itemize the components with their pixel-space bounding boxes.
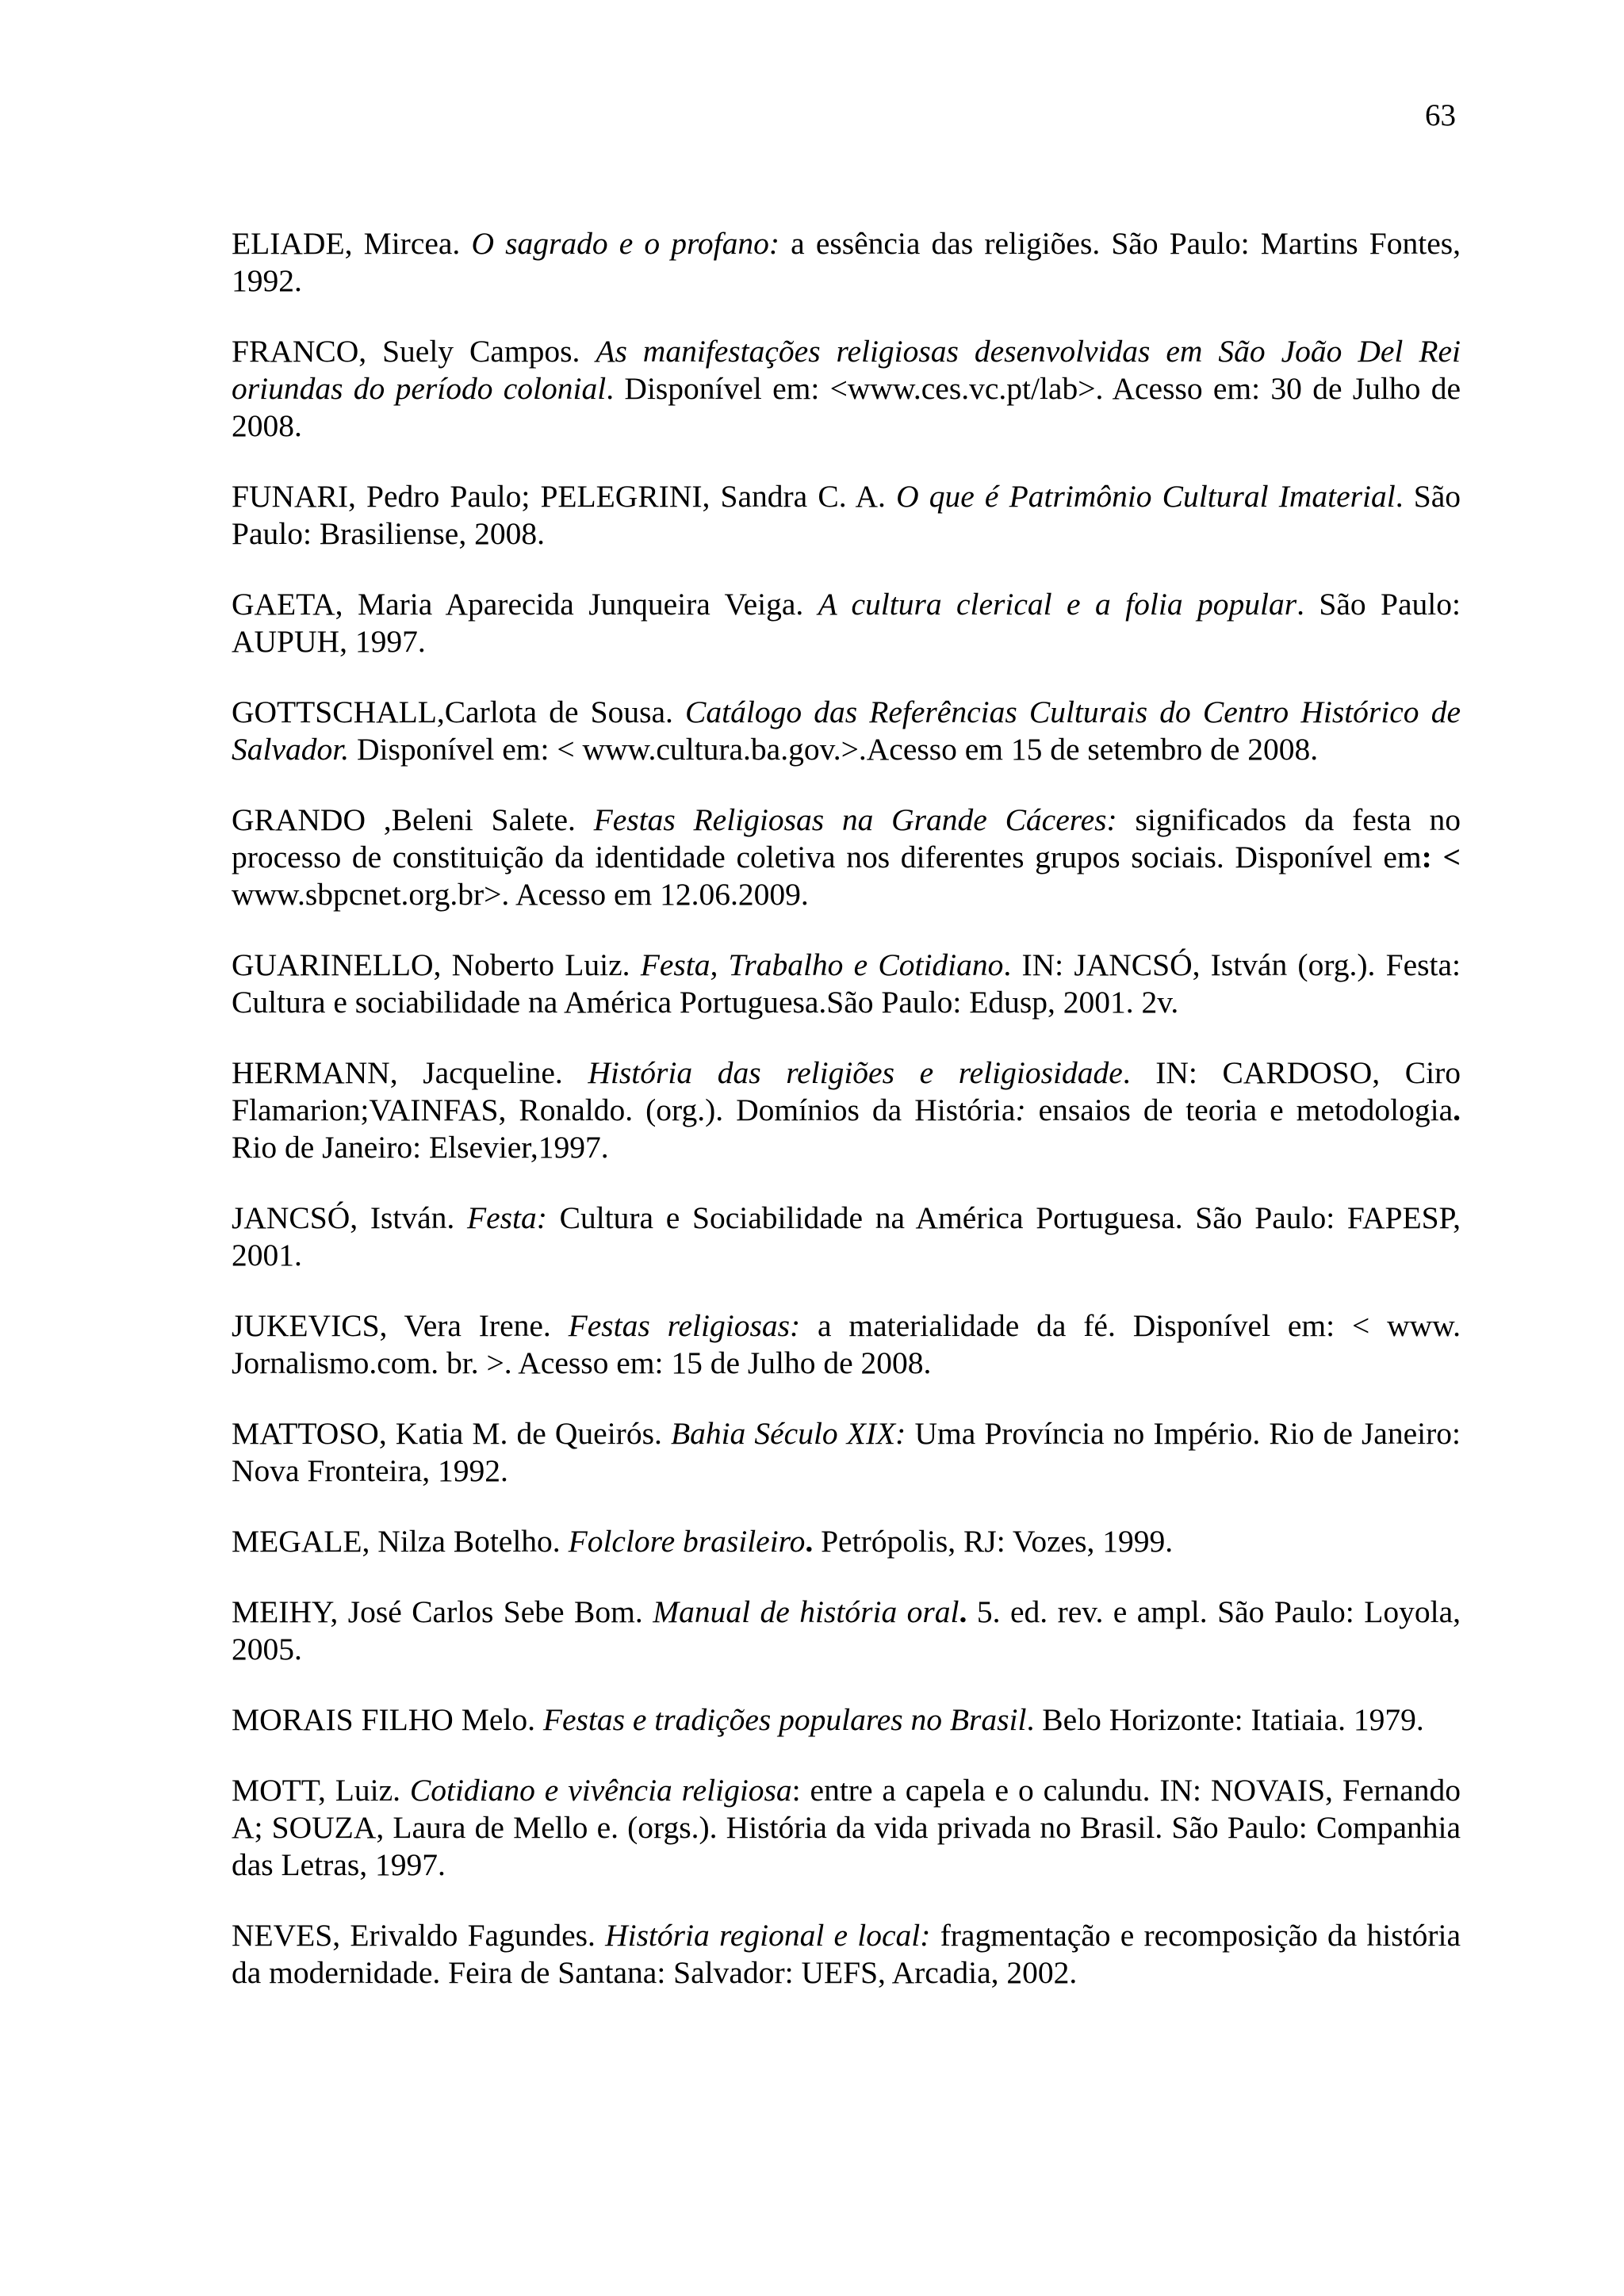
reference-entry bbox=[232, 1917, 1461, 1992]
reference-text: GAETA, Maria Aparecida Junqueira Veiga. bbox=[232, 587, 818, 622]
reference-title-italic: Festa: bbox=[466, 1200, 547, 1235]
reference-text: JANCSÓ, István. bbox=[232, 1200, 467, 1235]
reference-text: . bbox=[805, 1524, 814, 1559]
reference-text bbox=[1432, 840, 1443, 874]
reference-text: . São Paulo: Brasiliense, 2008. bbox=[232, 479, 1461, 551]
reference-entry bbox=[232, 694, 1461, 768]
reference-text: . bbox=[959, 1594, 967, 1629]
reference-title-italic: A cultura clerical e a folia popular bbox=[818, 587, 1297, 622]
reference-text: MATTOSO, Katia M. de Queirós. bbox=[232, 1416, 671, 1451]
reference-text: 5. ed. rev. e ampl. São Paulo: Loyola, 2005. bbox=[232, 1594, 1461, 1667]
reference-list bbox=[232, 225, 1461, 2025]
reference-text: . São Paulo: AUPUH, 1997. bbox=[232, 587, 1461, 659]
reference-text: Rio de Janeiro: Elsevier,1997. bbox=[232, 1130, 609, 1165]
reference-text: Petrópolis, RJ: Vozes, 1999. bbox=[813, 1524, 1174, 1559]
reference-title-italic: Cotidiano e vivência religiosa bbox=[409, 1773, 792, 1808]
reference-entry bbox=[232, 333, 1461, 445]
reference-text: MOTT, Luiz. bbox=[232, 1773, 410, 1808]
reference-text: HERMANN, Jacqueline. bbox=[232, 1055, 588, 1090]
reference-entry bbox=[232, 1054, 1461, 1166]
reference-entry bbox=[232, 1415, 1461, 1490]
reference-entry bbox=[232, 1307, 1461, 1382]
reference-text: GRANDO ,Beleni Salete. bbox=[232, 802, 594, 837]
reference-text: . Disponível em: <www.ces.vc.pt/lab>. Acesso em: 30 de Julho de 2008. bbox=[232, 371, 1461, 443]
reference-text: MEGALE, Nilza Botelho. bbox=[232, 1524, 569, 1559]
reference-text: . IN: JANCSÓ, István (org.). Festa: Cultura e sociabilidade na América Portuguesa.São Paulo: Edusp, 2001. 2v. bbox=[232, 947, 1461, 1020]
reference-title-italic: História das religiões e religiosidade bbox=[588, 1055, 1123, 1090]
reference-entry bbox=[232, 225, 1461, 300]
reference-text: : entre a capela e o calundu. IN: NOVAIS, Fernando A; SOUZA, Laura de Mello e. (orgs.). História da vida privada no Brasil. São Paulo: Companhia das Letras, 1997. bbox=[232, 1773, 1461, 1882]
reference-text: . Belo Horizonte: Itatiaia. 1979. bbox=[1026, 1702, 1424, 1737]
reference-text: . IN: CARDOSO, Ciro Flamarion;VAINFAS, Ronaldo. (org.). Domínios da História bbox=[232, 1055, 1461, 1127]
reference-text: GUARINELLO, Noberto Luiz. bbox=[232, 947, 641, 982]
reference-entry bbox=[232, 802, 1461, 913]
page-number: 63 bbox=[1425, 98, 1456, 132]
reference-text: FUNARI, Pedro Paulo; PELEGRINI, Sandra C. A. bbox=[232, 479, 897, 514]
reference-title-italic: História regional e local: bbox=[605, 1918, 931, 1953]
reference-text: FRANCO, Suely Campos. bbox=[232, 334, 596, 369]
reference-entry bbox=[232, 586, 1461, 660]
reference-title-italic: Festas e tradições populares no Brasil bbox=[542, 1702, 1027, 1737]
reference-text: < bbox=[1442, 840, 1461, 874]
reference-title-italic: Catálogo das Referências Culturais do Centro Histórico de Salvador. bbox=[232, 695, 1461, 767]
reference-text: a essência das religiões. São Paulo: Martins Fontes, 1992. bbox=[232, 226, 1461, 298]
reference-entry bbox=[232, 1594, 1461, 1668]
reference-title-italic: As manifestações religiosas desenvolvidas em São João Del Rei oriundas do período colonial bbox=[232, 334, 1461, 406]
reference-text: : bbox=[1421, 840, 1432, 874]
reference-text: Uma Província no Império. Rio de Janeiro: Nova Fronteira, 1992. bbox=[232, 1416, 1461, 1488]
reference-text: fragmentação e recomposição da história da modernidade. Feira de Santana: Salvador: UEFS, Arcadia, 2002. bbox=[232, 1918, 1461, 1990]
reference-text: Cultura e Sociabilidade na América Portuguesa. São Paulo: FAPESP, 2001. bbox=[232, 1200, 1461, 1272]
reference-title-italic: : bbox=[1015, 1093, 1026, 1127]
reference-entry bbox=[232, 1523, 1461, 1560]
reference-entry bbox=[232, 947, 1461, 1021]
reference-text: significados da festa no processo de constituição da identidade coletiva nos diferentes grupos sociais. Disponível em bbox=[232, 802, 1461, 874]
reference-title-italic: Folclore brasileiro bbox=[568, 1524, 806, 1559]
reference-text: ensaios de teoria e metodologia bbox=[1025, 1093, 1454, 1127]
reference-text: a materialidade da fé. Disponível em: < www. Jornalismo.com. br. >. Acesso em: 15 de Julho de 2008. bbox=[232, 1308, 1461, 1380]
reference-title-italic: O que é Patrimônio Cultural Imaterial bbox=[896, 479, 1396, 514]
reference-text: JUKEVICS, Vera Irene. bbox=[232, 1308, 569, 1343]
reference-title-italic: Festas religiosas: bbox=[568, 1308, 801, 1343]
reference-text: Disponível em: < www.cultura.ba.gov.>.Acesso em 15 de setembro de 2008. bbox=[349, 732, 1319, 767]
reference-text: . bbox=[1453, 1093, 1461, 1127]
reference-title-italic: Manual de história oral bbox=[653, 1594, 959, 1629]
reference-title-italic: Festas Religiosas na Grande Cáceres: bbox=[593, 802, 1117, 837]
reference-title-italic: Festa, Trabalho e Cotidiano bbox=[640, 947, 1004, 982]
reference-text: GOTTSCHALL,Carlota de Sousa. bbox=[232, 695, 686, 729]
reference-text: MEIHY, José Carlos Sebe Bom. bbox=[232, 1594, 653, 1629]
reference-entry bbox=[232, 1701, 1461, 1739]
reference-entry bbox=[232, 478, 1461, 553]
reference-text: www.sbpcnet.org.br>. Acesso em 12.06.2009. bbox=[232, 877, 809, 912]
reference-title-italic: O sagrado e o profano: bbox=[471, 226, 780, 261]
reference-text: ELIADE, Mircea. bbox=[232, 226, 472, 261]
reference-title-italic: Bahia Século XIX: bbox=[670, 1416, 906, 1451]
reference-text: MORAIS FILHO Melo. bbox=[232, 1702, 543, 1737]
reference-entry bbox=[232, 1772, 1461, 1884]
reference-entry bbox=[232, 1200, 1461, 1274]
reference-text: NEVES, Erivaldo Fagundes. bbox=[232, 1918, 606, 1953]
